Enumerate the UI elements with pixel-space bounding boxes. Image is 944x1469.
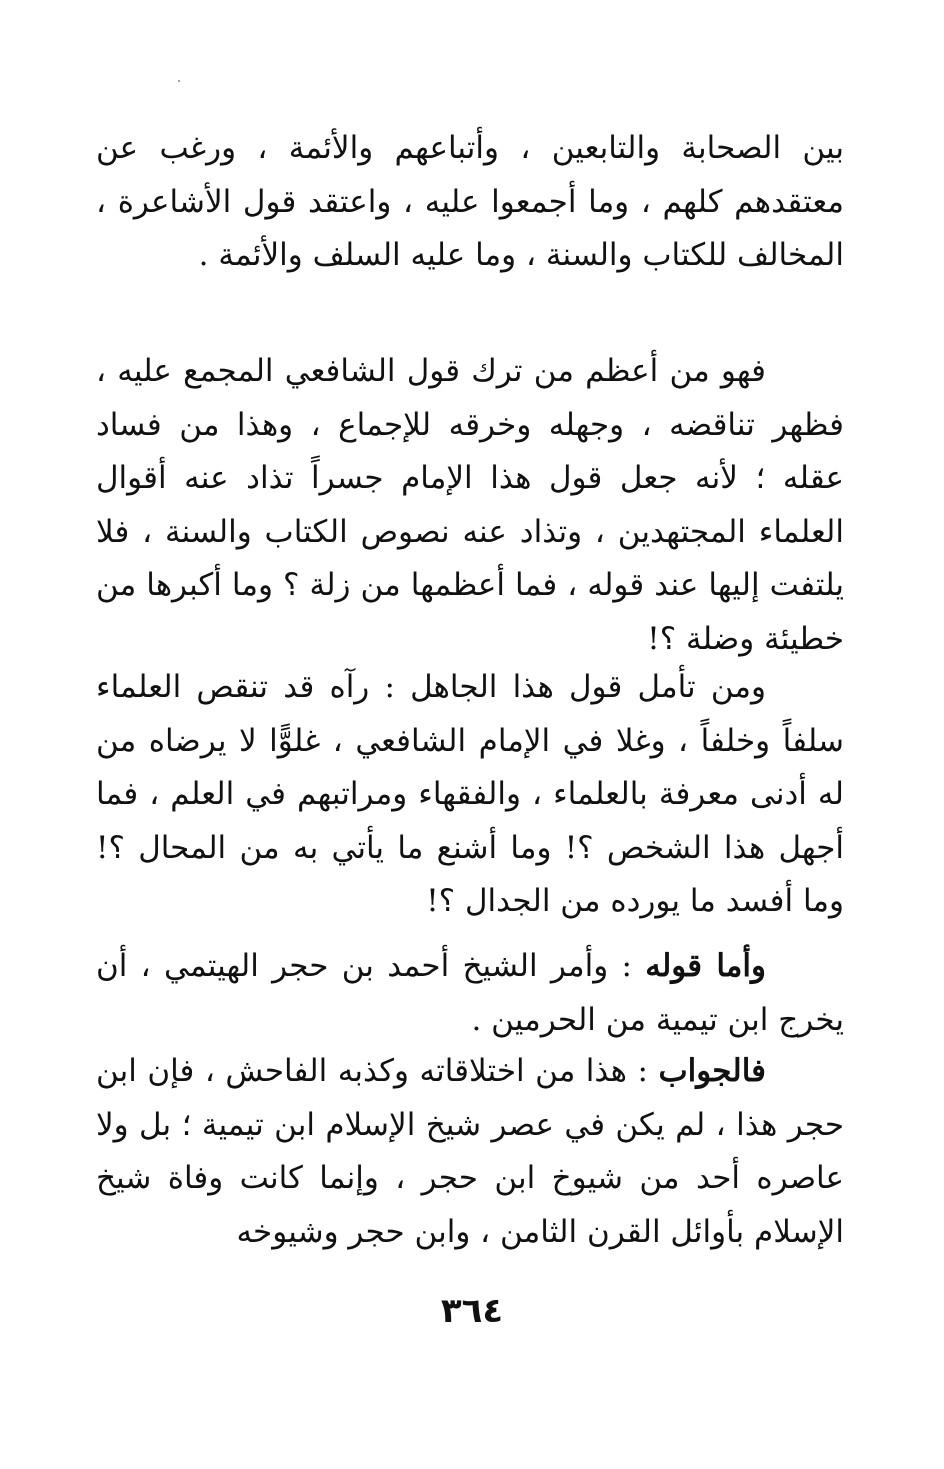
paragraph-4 xyxy=(96,940,844,1047)
paragraph-4-lead: وأما قوله xyxy=(645,948,766,984)
paragraph-4-body xyxy=(96,940,844,1047)
paragraph-5 xyxy=(96,1045,844,1259)
paragraph-1-text: بين الصحابة والتابعين ، وأتباعهم والأئمة ، ورغب عن معتقدهم كلهم ، وما أجمعوا عليه ، واعتقد قول الأشاعرة ، المخالف للكتاب والسنة ، وما عليه السلف والأئمة . xyxy=(96,130,844,273)
page-number: ٣٦٤ xyxy=(440,1291,504,1331)
paragraph-2 xyxy=(96,345,844,666)
paragraph-5-text: : هذا من اختلاقاته وكذبه الفاحش ، فإن ابن حجر هذا ، لم يكن في عصر شيخ الإسلام ابن تيمية ؛ بل ولا عاصره أحد من شيوخ ابن حجر ، وإنما كانت وفاة شيخ الإسلام بأوائل القرن الثامن ، وابن حجر وشيوخه xyxy=(96,1053,844,1250)
paragraph-1 xyxy=(96,122,844,283)
paragraph-5-body xyxy=(96,1045,844,1259)
paragraph-3-text: ومن تأمل قول هذا الجاهل : رآه قد تنقص العلماء سلفاً وخلفاً ، وغلا في الإمام الشافعي ، غلوًّا لا يرضاه من له أدنى معرفة بالعلماء ، والفقهاء ومراتبهم في العلم ، فما أجهل هذا الشخص ؟! وما أشنع ما يأتي به من المحال ؟! وما أفسد ما يورده من الجدال ؟! xyxy=(96,669,844,919)
scan-speck xyxy=(178,80,180,82)
paragraph-2-text: فهو من أعظم من ترك قول الشافعي المجمع عليه ، فظهر تناقضه ، وجهله وخرقه للإجماع ، وهذا من فساد عقله ؛ لأنه جعل قول هذا الإمام جسراً تذاد عنه أقوال العلماء المجتهدين ، وتذاد عنه نصوص الكتاب والسنة ، فلا يلتفت إليها عند قوله ، فما أعظمها من زلة ؟ وما أكبرها من خطيئة وضلة ؟! xyxy=(96,353,844,657)
paragraph-3 xyxy=(96,661,844,929)
paragraph-4-text: : وأمر الشيخ أحمد بن حجر الهيتمي ، أن يخرج ابن تيمية من الحرمين . xyxy=(96,948,844,1038)
paragraph-5-lead: فالجواب xyxy=(658,1053,766,1089)
